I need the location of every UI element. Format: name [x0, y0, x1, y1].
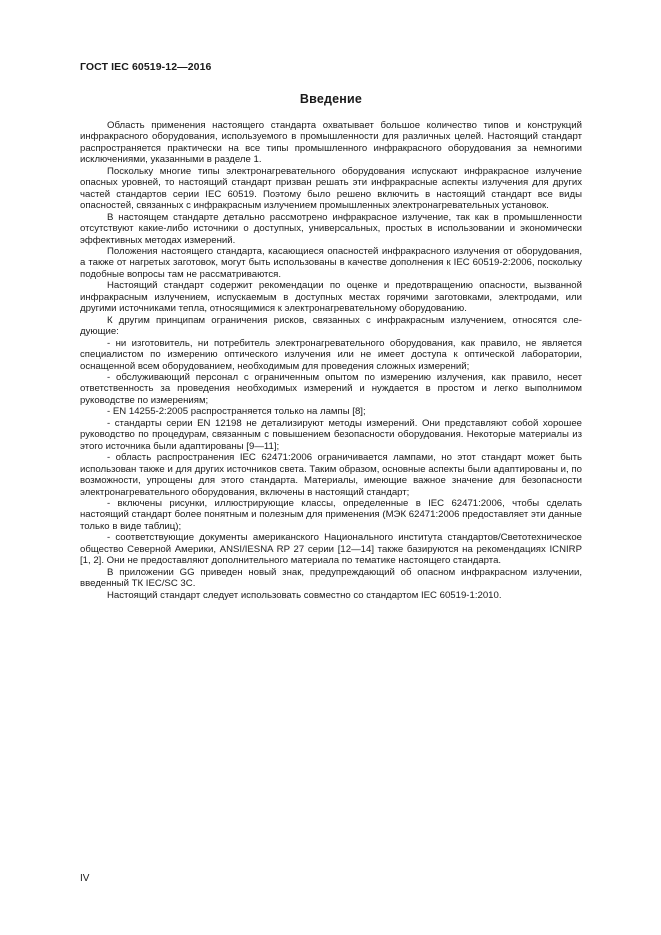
standard-code-header: ГОСТ IEC 60519-12—2016 [80, 61, 212, 73]
list-item-iec-62471: - область распространения IEC 62471:2006 ограничивается лампами, но этот стандарт может быть использован также и для других источников света. Таким образом, основные аспекты были адаптированы и, по возможности, упрощены для этого стандарта. Материалы, имеющие важное значение для безопасности электронагревательного оборудования, включены в настоящий стандарт; [80, 452, 582, 498]
list-item-figures: - включены рисунки, иллюстрирующие классы, определенные в IEC 62471:2006, чтобы сделать настоящий стандарт более понятным и полезным для применения (МЭК 62471:2006 предоставляет эти данные только в виде таблиц); [80, 497, 582, 532]
paragraph-recommendations: Настоящий стандарт содержит рекомендации по оценке и предотвращению опасности, вызванной инфракрасным излучением, испускаемым в доступных местах горячими заготовками, электродами, или другими источниками тепла, относящимися к электронагревательному оборудованию. [80, 280, 582, 315]
list-item-ansi-iesna: - соответствующие документы американского Национального института стандартов/Светотехническое общество Северной Америки, ANSI/IESNA RP 27 серии [12—14] также базируются на рекомендациях ICNIRP [1, 2]. Они не предоставляют дополнительного материала по тематике настоящего стандарта. [80, 532, 582, 567]
introduction-body [80, 120, 582, 601]
section-title: Введение [299, 92, 363, 106]
list-item-en-14255: - EN 14255-2:2005 распространяется только на лампы [8]; [107, 406, 366, 418]
list-item-en-12198: - стандарты серии EN 12198 не детализируют методы измерений. Они представляют собой хорошее руководство по процедурам, связанным с повышением безопасности оборудования. Некоторые материалы из этого источника были адаптированы [9—11]; [80, 417, 582, 452]
list-item-personnel: - обслуживающий персонал с ограниченным опытом по измерению излучения, как правило, несет ответственность за проведения необходимых измерений и нуждается в простом и легко выполнимом руководстве по измерениям; [80, 371, 582, 406]
paragraph-scope: Область применения настоящего стандарта охватывает большое количество типов и конструкций инфракрасного оборудования, используемого в промышленности для различных целей. Настоящий стандарт распространяется практически на все типы промышленного инфракрасного оборудования за немногими исключениями, указанными в разделе 1. [80, 120, 582, 166]
paragraph-risk-principles: К другим принципам ограничения рисков, связанных с инфракрасным излучением, относятся следующие: [80, 314, 582, 338]
list-item-manufacturer: - ни изготовитель, ни потребитель электронагревательного оборудования, как правило, не является специалистом по измерению оптического излучения или не имеет доступа к оптической лаборатории, оснащенной всем оборудованием, необходимым для проведения сложных измерений; [80, 337, 582, 372]
paragraph-usage: Настоящий стандарт следует использовать совместно со стандартом IEC 60519-1:2010. [107, 589, 502, 601]
paragraph-annex-gg: В приложении GG приведен новый знак, предупреждающий об опасном инфракрасном излучении, введенный ТК IEC/SC 3C. [80, 566, 582, 590]
paragraph-detailed-review: В настоящем стандарте детально рассмотрено инфракрасное излучение, так как в промышленности отсутствуют какие-либо источники о доступных, универсальных, простых в использовании и экономически эффективных методах измерений. [80, 211, 582, 246]
paragraph-hazard-levels: Поскольку многие типы электронагревательного оборудования испускают инфракрасное излучение опасных уровней, то настоящий стандарт призван решать эти инфракрасные аспекты излучения для других частей стандартов серии IEC 60519. Поэтому было решено включить в настоящий стандарт все виды опасностей, связанных с инфракрасным излучением промышленных электронагревательных установок. [80, 165, 582, 212]
paragraph-provisions: Положения настоящего стандарта, касающиеся опасностей инфракрасного излучения от оборудования, а также от нагретых заготовок, могут быть использованы в качестве дополнения к IEC 60519-2:2006, поскольку подобные вопросы там не рассматриваются. [80, 245, 582, 280]
page-number: IV [80, 873, 90, 884]
